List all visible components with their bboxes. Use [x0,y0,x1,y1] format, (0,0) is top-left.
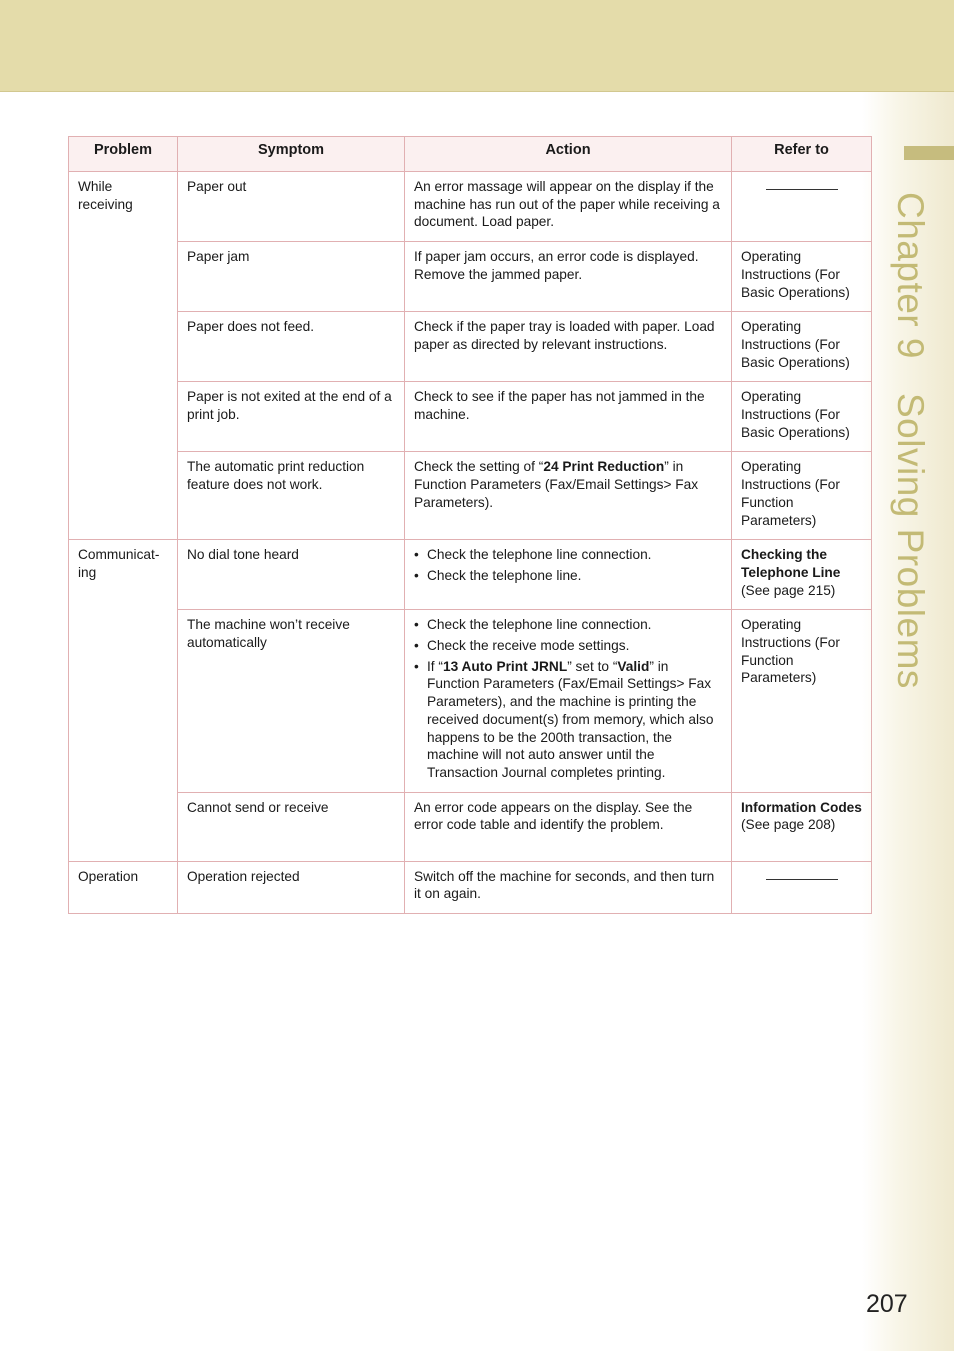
action-cell: Check to see if the paper has not jammed in the machine. [405,382,732,452]
action-text: Check the setting of “ [414,459,544,475]
table-row [69,312,872,382]
refer-cell [732,540,872,610]
action-cell: Switch off the machine for seconds, and then turn it on again. [405,861,732,913]
action-bullet-list [414,546,722,584]
reference-title: Checking the Telephone Line [741,547,841,580]
refer-cell: Operating Instructions (For Basic Operations) [732,382,872,452]
header-problem: Problem [69,137,178,172]
chapter-tab-marker [904,146,954,160]
refer-cell [732,172,872,242]
table-row [69,172,872,242]
no-reference-line [766,879,838,880]
action-cell: If paper jam occurs, an error code is displayed. Remove the jammed paper. [405,242,732,312]
list-item: • Check the receive mode settings. [414,638,630,654]
action-cell: An error code appears on the display. See the error code table and identify the problem. [405,792,732,861]
symptom-cell: Paper jam [178,242,405,312]
action-text: ” in Function Parameters (Fax/Email Settings> Fax Parameters). [414,459,699,510]
list-item: • Check the telephone line connection. [414,617,652,633]
no-reference-line [766,189,838,190]
page-number: 207 [866,1290,908,1318]
table-row [69,382,872,452]
chapter-title [892,192,929,689]
action-cell [405,452,732,540]
header-action: Action [405,137,732,172]
table-row [69,540,872,610]
list-item: • Check the telephone line connection. [414,547,652,563]
header-refer: Refer to [732,137,872,172]
table-row [69,452,872,540]
reference-title: Information Codes [741,799,862,815]
table-row [69,242,872,312]
refer-cell: Operating Instructions (For Function Parameters) [732,452,872,540]
action-cell: Check if the paper tray is loaded with paper. Load paper as directed by relevant instructions. [405,312,732,382]
problem-cell: Communicat-ing [69,540,178,861]
table-row [69,861,872,913]
action-cell [405,610,732,792]
header-band [0,0,954,92]
symptom-cell: Paper does not feed. [178,312,405,382]
problem-cell: Operation [69,861,178,913]
reference-page: (See page 208) [741,817,836,833]
refer-cell [732,861,872,913]
table-header-row [69,137,872,172]
symptom-cell: The automatic print reduction feature does not work. [178,452,405,540]
refer-cell [732,792,872,861]
action-cell [405,540,732,610]
symptom-cell: Operation rejected [178,861,405,913]
action-bullet-list [414,616,722,781]
refer-cell: Operating Instructions (For Basic Operations) [732,312,872,382]
table-row [69,792,872,861]
symptom-cell: Paper is not exited at the end of a print job. [178,382,405,452]
chapter-title-number: Chapter 9 [890,192,931,359]
symptom-cell: No dial tone heard [178,540,405,610]
setting-name: 24 Print Reduction [543,459,665,475]
troubleshooting-table [68,136,872,914]
problem-cell: While receiving [69,172,178,540]
reference-page: (See page 215) [741,582,836,598]
list-item: • If “13 Auto Print JRNL” set to “Valid” in Function Parameters (Fax/Email Settings> Fax Parameters), and the machine is printing the received document(s) from memory, which also happens to be the 200th transaction, the machine will not auto answer until the Transaction Journal completes printing. [414,658,714,780]
table-row [69,610,872,792]
symptom-cell: The machine won’t receive automatically [178,610,405,792]
action-cell: An error massage will appear on the display if the machine has run out of the paper while receiving a document. Load paper. [405,172,732,242]
refer-cell: Operating Instructions (For Function Parameters) [732,610,872,792]
symptom-cell: Cannot send or receive [178,792,405,861]
chapter-title-name: Solving Problems [890,393,931,689]
symptom-cell: Paper out [178,172,405,242]
list-item: • Check the telephone line. [414,567,582,583]
header-symptom: Symptom [178,137,405,172]
refer-cell: Operating Instructions (For Basic Operations) [732,242,872,312]
